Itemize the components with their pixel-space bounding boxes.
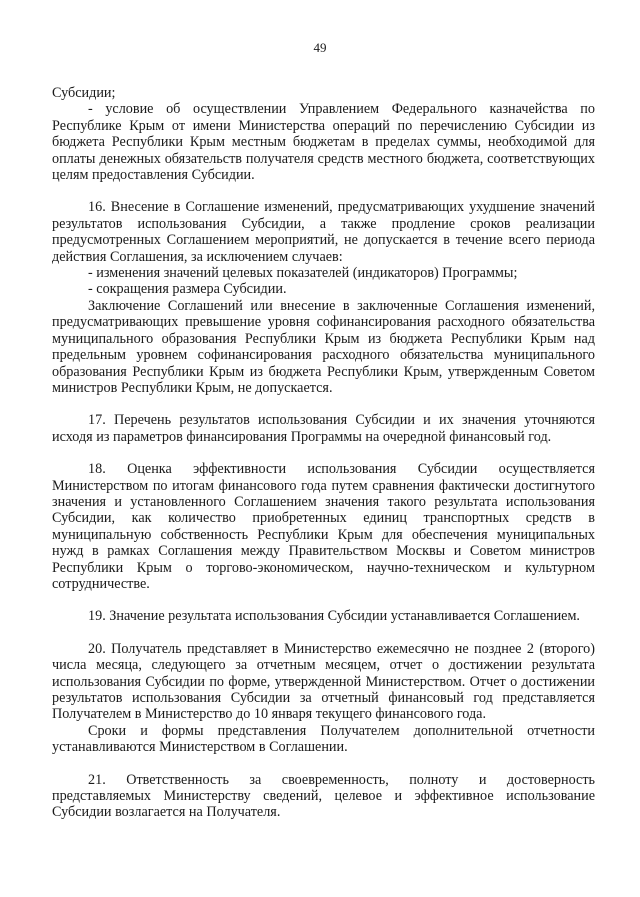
paragraph-17: 17. Перечень результатов использования Субсидии и их значения уточняются исходя из параметров финансирования Программы на очередной финансовый год.: [52, 412, 595, 445]
list-item: - изменения значений целевых показателей (индикаторов) Программы;: [88, 265, 518, 282]
page-number: 49: [313, 40, 327, 55]
paragraph-20: 20. Получатель представляет в Министерство ежемесячно не позднее 2 (второго) числа месяца, следующего за отчетным месяцем, отчет о достижении результата использования Субсидии по форме, утвержденной Министерством. Отчет о достижении результатов использования Субсидии за отчетный финансовый год представляется Получателем в Министерство до 10 января текущего финансового года.: [52, 640, 595, 723]
paragraph-21: 21. Ответственность за своевременность, полноту и достоверность представляемых Министерству сведений, целевое и эффективное использование Субсидии возлагается на Получателя.: [52, 771, 595, 821]
paragraph-18: 18. Оценка эффективности использования Субсидии осуществляется Министерством по итогам финансового года путем сравнения фактически достигнутого значения и установленного Соглашением значения такого результата использования Субсидии, как количество приобретенных единиц транспортных средств в муниципальную собственность Республики Крым для обеспечения муниципальных нужд в рамках Соглашения между Правительством Москвы и Советом министров Республики Крым о торгово-экономическом, научно-техническом и культурном сотрудничестве.: [52, 461, 595, 592]
paragraph: Субсидии;: [52, 85, 116, 101]
document-body: [52, 85, 595, 821]
list-item: - сокращения размера Субсидии.: [88, 281, 287, 298]
paragraph: Заключение Соглашений или внесение в заключенные Соглашения изменений, предусматривающих превышение уровня софинансирования расходного обязательства муниципального образования Республики Крым из бюджета Республики Крым над предельным уровнем софинансирования расходного обязательства муниципального образования Республики Крым из бюджета Республики Крым, утвержденным Советом министров Республики Крым, не допускается.: [52, 297, 595, 396]
paragraph: - условие об осуществлении Управлением Федерального казначейства по Республике Крым от имени Министерства операций по перечислению Субсидии из бюджета Республики Крым местным бюджетам в пределах суммы, необходимой для оплаты денежных обязательств получателя средств местного бюджета, соответствующих целям предоставления Субсидии.: [52, 101, 595, 184]
paragraph-16: 16. Внесение в Соглашение изменений, предусматривающих ухудшение значений результатов использования Субсидии, а также продление сроков реализации предусмотренных Соглашением мероприятий, не допускается в течение всего периода действия Соглашения, за исключением случаев:: [52, 199, 595, 265]
paragraph-19: 19. Значение результата использования Субсидии устанавливается Соглашением.: [88, 608, 580, 625]
paragraph: Сроки и формы представления Получателем дополнительной отчетности устанавливаются Министерством в Соглашении.: [52, 722, 595, 756]
